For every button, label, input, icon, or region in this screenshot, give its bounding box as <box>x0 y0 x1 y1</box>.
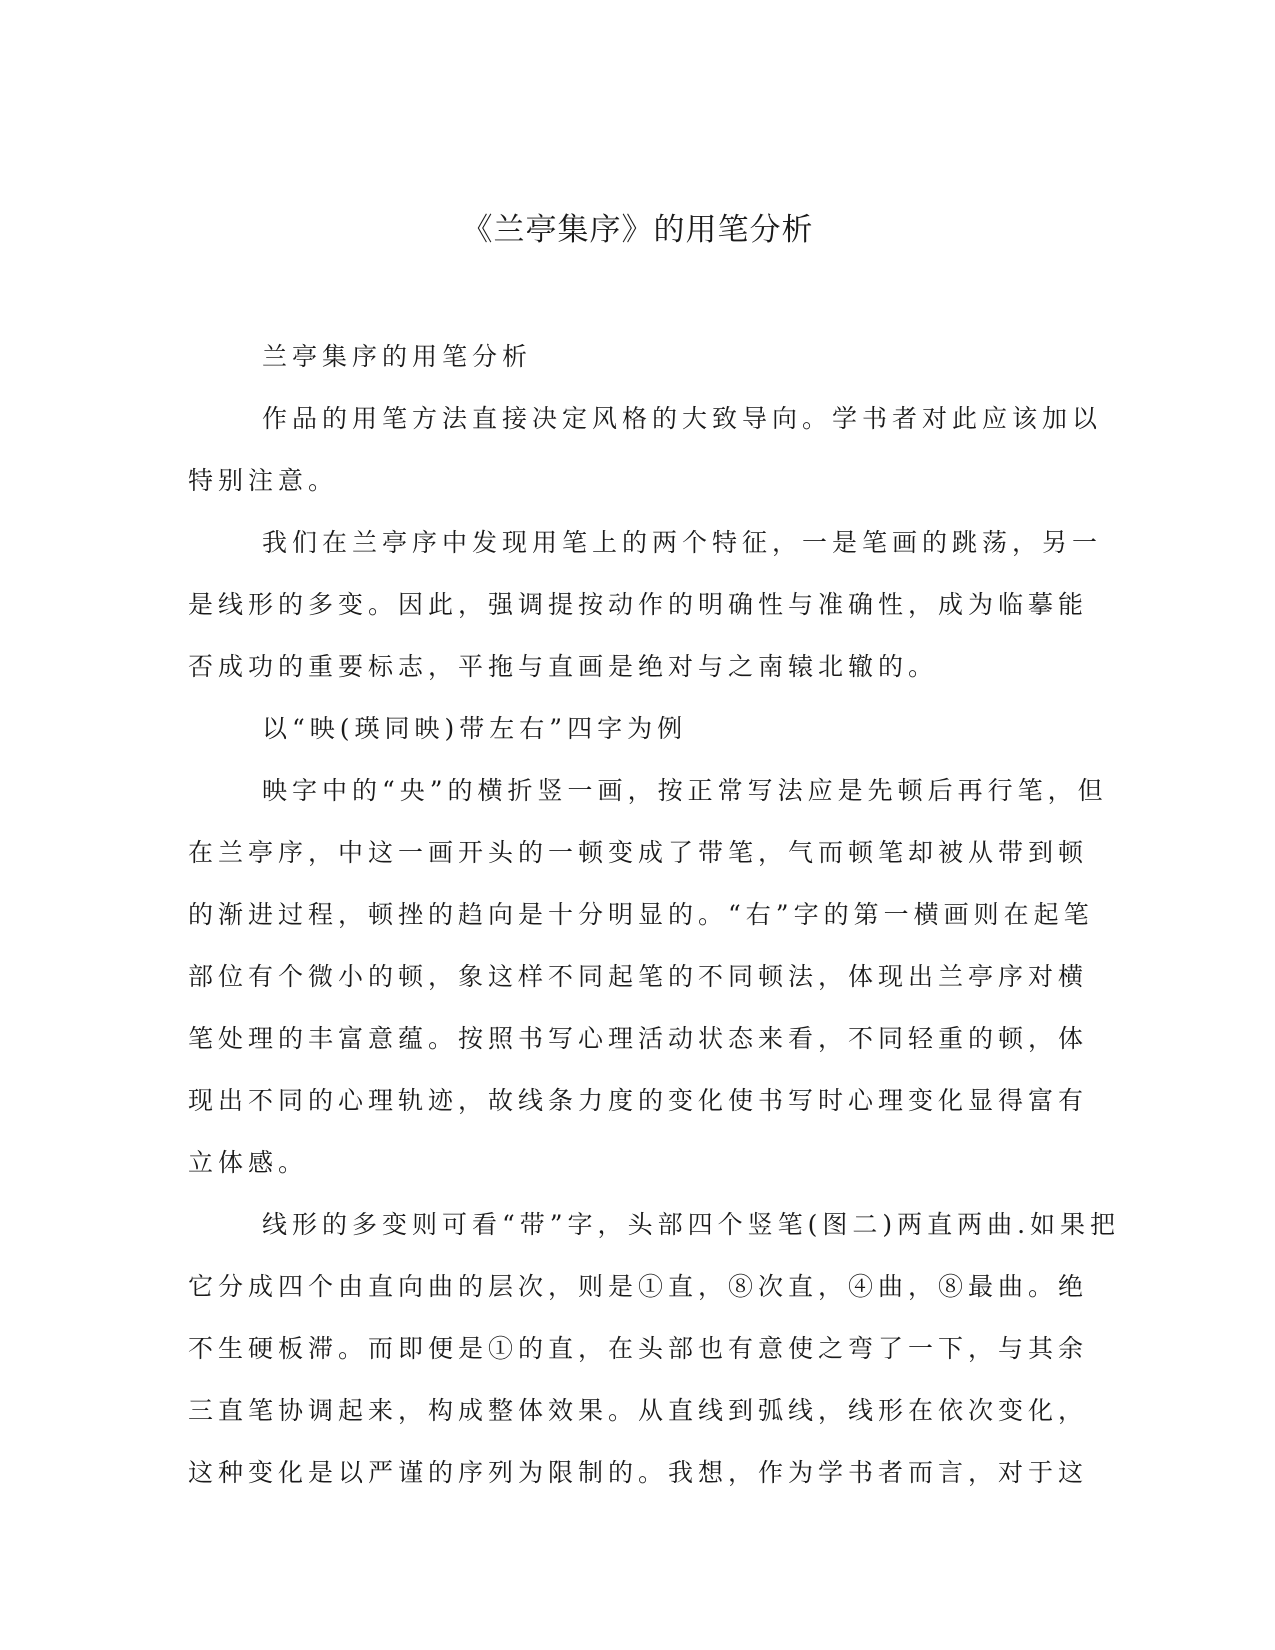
text-line: 它分成四个由直向曲的层次，则是①直，⑧次直，④曲，⑧最曲。绝 <box>188 1272 1089 1301</box>
text-line: 在兰亭序，中这一画开头的一顿变成了带笔，气而顿笔却被从带到顿 <box>188 838 1089 867</box>
page-title: 《兰亭集序》的用笔分析 <box>461 212 814 248</box>
paragraph-3 <box>188 698 1080 760</box>
text-line: 特别注意。 <box>188 466 339 495</box>
paragraph-5 <box>188 1194 1121 1504</box>
text-line: 部位有个微小的顿，象这样不同起笔的不同顿法，体现出兰亭序对横 <box>188 962 1089 991</box>
text-line: 映字中的“央”的横折竖一画，按正常写法应是先顿后再行笔，但 <box>262 776 1108 805</box>
text-line: 的渐进过程，顿挫的趋向是十分明显的。“右”字的第一横画则在起笔 <box>188 900 1094 929</box>
text-line: 我们在兰亭序中发现用笔上的两个特征，一是笔画的跳荡，另一 <box>262 528 1103 557</box>
text-line: 不生硬板滞。而即便是①的直，在头部也有意使之弯了一下，与其余 <box>188 1334 1089 1363</box>
text-line: 是线形的多变。因此，强调提按动作的明确性与准确性，成为临摹能 <box>188 590 1089 619</box>
document-body <box>188 326 1121 1504</box>
text-line: 作品的用笔方法直接决定风格的大致导向。学书者对此应该加以 <box>262 404 1103 433</box>
text-line: 笔处理的丰富意蕴。按照书写心理活动状态来看，不同轻重的顿，体 <box>188 1024 1089 1053</box>
text-line: 立体感。 <box>188 1148 309 1177</box>
text-line: 三直笔协调起来，构成整体效果。从直线到弧线，线形在依次变化， <box>188 1396 1089 1425</box>
text-line: 这种变化是以严谨的序列为限制的。我想，作为学书者而言，对于这 <box>188 1458 1089 1487</box>
paragraph-1 <box>188 388 1103 512</box>
subtitle: 兰亭集序的用笔分析 <box>262 342 533 371</box>
text-line: 现出不同的心理轨迹，故线条力度的变化使书写时心理变化显得富有 <box>188 1086 1089 1115</box>
text-line: 线形的多变则可看“带”字，头部四个竖笔(图二)两直两曲.如果把 <box>262 1210 1121 1239</box>
paragraph-2 <box>188 512 1103 698</box>
text-line: 以“映(瑛同映)带左右”四字为例 <box>262 714 688 743</box>
text-line: 否成功的重要标志，平拖与直画是绝对与之南辕北辙的。 <box>188 652 939 681</box>
paragraph-4 <box>188 760 1108 1194</box>
